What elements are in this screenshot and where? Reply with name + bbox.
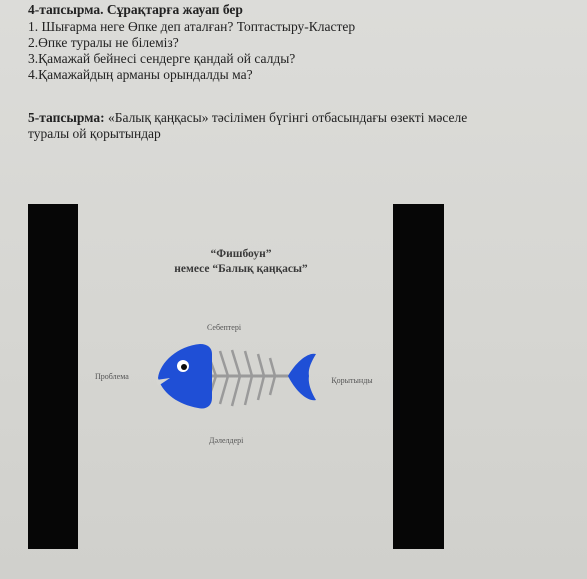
- fish-head: [158, 344, 212, 409]
- task5-line-2: туралы ой қорытындар: [28, 126, 161, 141]
- task4-question-1: 1. Шығарма неге Өпке деп аталған? Топтастыру-Кластер: [28, 19, 356, 34]
- task4-question-2: 2.Өпке туралы не білеміз?: [28, 35, 179, 50]
- fishbone-icon: [150, 334, 320, 424]
- task4-title: 4-тапсырма. Сұрақтарға жауап бер: [28, 2, 243, 17]
- label-problem: Проблема: [95, 372, 129, 381]
- label-evidence: Дәлелдері: [209, 436, 244, 445]
- task4-question-4: 4.Қамажайдың арманы орындалды ма?: [28, 67, 253, 82]
- task4-question-3: 3.Қамажай бейнесі сендерге қандай ой салды?: [28, 51, 296, 66]
- redaction-bar-left: [28, 204, 78, 549]
- redaction-bar-right: [393, 204, 444, 549]
- label-causes: Себептері: [207, 323, 242, 332]
- fish-upper-bones: [208, 350, 275, 376]
- fish-lower-bones: [208, 376, 275, 406]
- task5-label: 5-тапсырма:: [28, 110, 105, 125]
- fish-tail: [288, 354, 316, 401]
- label-conclusion: Қорытынды: [331, 376, 373, 385]
- task5-line-1: [28, 110, 467, 126]
- diagram-subtitle: немесе “Балық қаңқасы”: [174, 263, 308, 275]
- task5-text-1: «Балық қаңқасы» тәсілімен бүгінгі отбасындағы өзекті мәселе: [104, 110, 468, 125]
- diagram-title: “Фишбоун”: [210, 248, 272, 260]
